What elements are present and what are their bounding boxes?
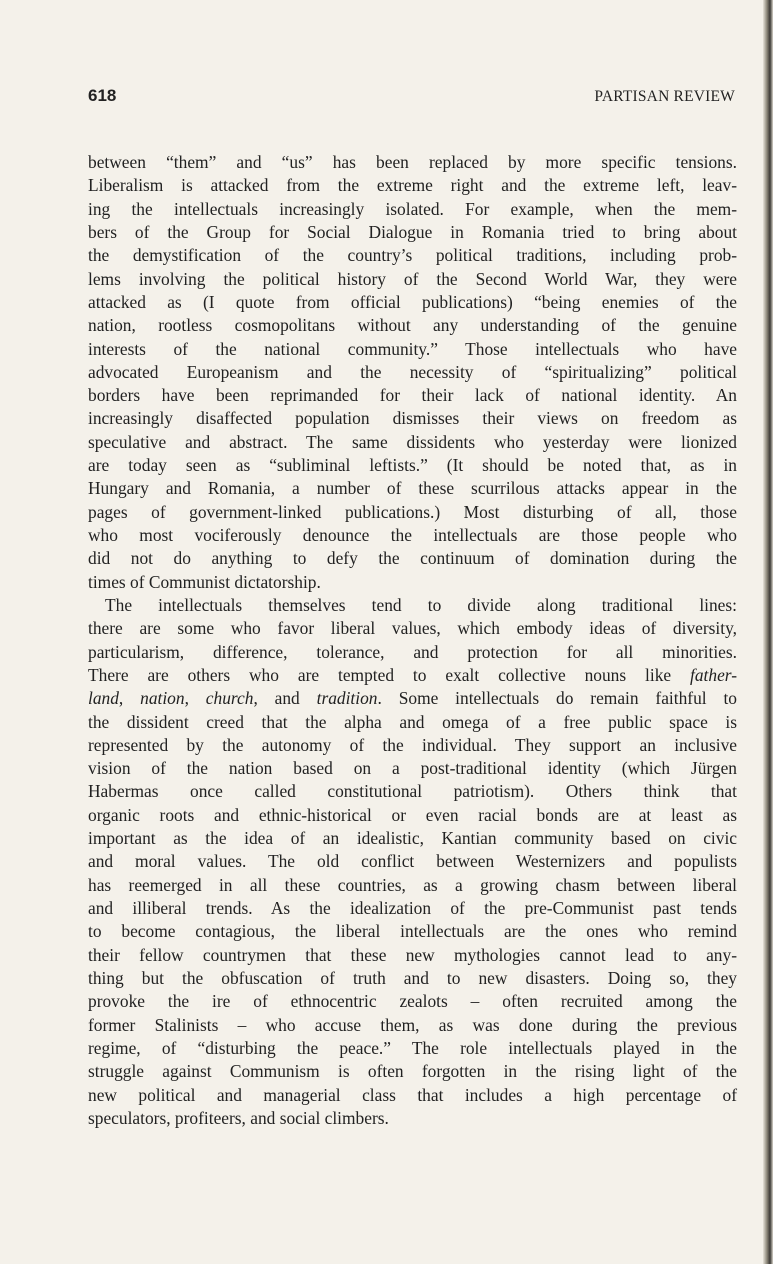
text-segment: interests of the national community.” Those intellectuals who have <box>88 338 737 359</box>
text-segment: lems involving the political history of the Second World War, they were <box>88 268 737 289</box>
text-line <box>88 827 737 850</box>
text-segment: , <box>184 688 206 709</box>
text-line <box>88 664 737 687</box>
text-segment: attacked as (I quote from official publications) “being enemies of the <box>88 291 737 312</box>
paragraph <box>88 594 737 1130</box>
text-segment: the demystification of the country’s political traditions, including prob- <box>88 245 737 266</box>
text-segment: and moral values. The old conflict between Westernizers and populists <box>88 851 737 872</box>
text-line <box>88 407 737 430</box>
text-segment: vision of the nation based on a post-traditional identity (which Jürgen <box>88 758 737 779</box>
text-line <box>88 944 737 967</box>
text-segment: the dissident creed that the alpha and omega of a free public space is <box>88 711 737 732</box>
running-head: PARTISAN REVIEW <box>594 88 735 105</box>
text-segment: Liberalism is attacked from the extreme right and the extreme left, leav- <box>88 175 737 196</box>
text-segment: are today seen as “subliminal leftists.” (It should be noted that, as in <box>88 455 737 476</box>
text-segment: . Some intellectuals do remain faithful to <box>377 688 737 709</box>
text-segment: borders have been reprimanded for their lack of national identity. An <box>88 385 737 406</box>
text-segment: to become contagious, the liberal intellectuals are the ones who remind <box>88 921 737 942</box>
text-line <box>88 850 737 873</box>
text-segment: has reemerged in all these countries, as a growing chasm between liberal <box>88 874 737 895</box>
text-line <box>88 524 737 547</box>
text-line <box>88 221 737 244</box>
text-segment: nation, rootless cosmopolitans without any understanding of the genuine <box>88 315 737 336</box>
italic-text: nation <box>140 688 185 709</box>
text-segment: speculators, profiteers, and social climbers. <box>88 1107 389 1128</box>
text-line <box>88 547 737 570</box>
text-line <box>88 897 737 920</box>
text-segment: bers of the Group for Social Dialogue in Romania tried to bring about <box>88 221 737 242</box>
italic-text: tradition <box>316 688 378 709</box>
text-segment: new political and managerial class that includes a high percentage of <box>88 1084 737 1105</box>
text-segment: advocated Europeanism and the necessity of “spiritualizing” political <box>88 361 737 382</box>
text-line <box>88 384 737 407</box>
text-line <box>88 268 737 291</box>
text-line <box>88 151 737 174</box>
text-line <box>88 757 737 780</box>
text-segment: important as the idea of an idealistic, Kantian community based on civic <box>88 828 737 849</box>
text-line <box>88 477 737 500</box>
text-segment: particularism, difference, tolerance, and protection for all minorities. <box>88 641 737 662</box>
text-line <box>88 1084 737 1107</box>
text-line <box>88 687 737 710</box>
text-segment: provoke the ire of ethnocentric zealots – often recruited among the <box>88 991 737 1012</box>
text-segment: times of Communist dictatorship. <box>88 571 321 592</box>
text-line <box>88 361 737 384</box>
italic-text: church <box>205 688 254 709</box>
text-segment: organic roots and ethnic-historical or even racial bonds are at least as <box>88 804 737 825</box>
paragraph <box>88 151 737 594</box>
text-line <box>88 174 737 197</box>
text-segment: between “them” and “us” has been replaced by more specific tensions. <box>88 152 737 172</box>
body-text <box>88 151 737 1130</box>
italic-text: father- <box>690 664 737 685</box>
text-segment: represented by the autonomy of the individual. They support an inclusive <box>88 734 737 755</box>
text-line <box>88 641 737 664</box>
text-segment: , and <box>253 688 317 709</box>
text-segment: former Stalinists – who accuse them, as was done during the previous <box>88 1014 737 1035</box>
text-segment: their fellow countrymen that these new mythologies cannot lead to any- <box>88 944 737 965</box>
text-segment: who most vociferously denounce the intellectuals are those people who <box>88 525 737 545</box>
text-segment: thing but the obfuscation of truth and to new disasters. Doing so, they <box>88 967 737 988</box>
text-segment: there are some who favor liberal values, which embody ideas of diversity, <box>88 618 737 639</box>
text-line <box>88 617 737 640</box>
text-line <box>88 501 737 524</box>
text-line <box>88 198 737 221</box>
text-line <box>88 571 737 594</box>
text-line <box>88 1060 737 1083</box>
text-line <box>88 967 737 990</box>
text-segment: struggle against Communism is often forgotten in the rising light of the <box>88 1061 737 1082</box>
page-number: 618 <box>88 86 117 105</box>
italic-text: land <box>88 688 119 709</box>
text-segment: There are others who are tempted to exalt collective nouns like <box>88 664 691 685</box>
text-line <box>88 454 737 477</box>
text-line <box>88 244 737 267</box>
text-segment: , <box>118 688 141 709</box>
text-line <box>88 804 737 827</box>
text-segment: increasingly disaffected population dismisses their views on freedom as <box>88 408 737 429</box>
text-segment: and illiberal trends. As the idealization of the pre-Communist past tends <box>88 898 737 918</box>
text-segment: The intellectuals themselves tend to divide along traditional lines: <box>105 594 737 615</box>
text-line <box>88 338 737 361</box>
text-segment: regime, of “disturbing the peace.” The role intellectuals played in the <box>88 1037 737 1058</box>
text-line <box>88 711 737 734</box>
text-line <box>88 734 737 757</box>
text-segment: did not do anything to defy the continuum of domination during the <box>88 548 737 569</box>
text-line <box>88 780 737 803</box>
text-line <box>88 1037 737 1060</box>
text-line <box>88 1107 737 1130</box>
text-line <box>88 291 737 314</box>
text-line <box>88 990 737 1013</box>
text-line <box>88 594 737 617</box>
text-segment: Habermas once called constitutional patriotism). Others think that <box>88 781 737 802</box>
text-segment: ing the intellectuals increasingly isolated. For example, when the mem- <box>88 198 737 219</box>
text-line <box>88 431 737 454</box>
text-line <box>88 1014 737 1037</box>
text-segment: speculative and abstract. The same dissidents who yesterday were lionized <box>88 431 737 452</box>
scan-page-edge <box>763 0 773 1264</box>
text-segment: Hungary and Romania, a number of these scurrilous attacks appear in the <box>88 478 737 499</box>
text-line <box>88 920 737 943</box>
text-segment: pages of government-linked publications.) Most disturbing of all, those <box>88 501 737 522</box>
text-line <box>88 874 737 897</box>
text-line <box>88 314 737 337</box>
